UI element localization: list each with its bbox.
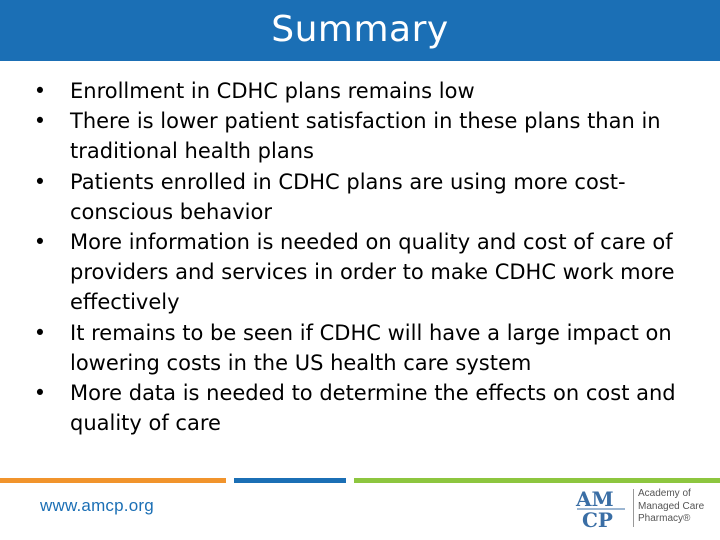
footer-rule-orange: [0, 478, 226, 483]
bullet-icon: •: [33, 109, 47, 134]
bullet-text: Enrollment in CDHC plans remains low: [70, 79, 475, 103]
title-bar: [0, 0, 720, 61]
bullet-list: [30, 76, 690, 438]
bullet-text: It remains to be seen if CDHC will have a large impact on lowering costs in the US health care system: [70, 320, 672, 375]
logo-line: Managed Care: [638, 500, 705, 512]
bullet-item: [30, 167, 690, 227]
logo-letters-bottom: CP: [582, 508, 613, 529]
logo-divider: [633, 489, 634, 527]
bullet-icon: •: [33, 230, 47, 255]
bullet-item: [30, 227, 690, 318]
logo-line: Pharmacy®: [638, 513, 691, 524]
logo-wordmark: [638, 488, 704, 526]
bullet-item: [30, 106, 690, 166]
bullet-text: Patients enrolled in CDHC plans are using more cost-conscious behavior: [70, 169, 626, 224]
bullet-text: There is lower patient satisfaction in these plans than in traditional health plans: [70, 109, 661, 164]
bullet-item: [30, 318, 690, 378]
bullet-text: More information is needed on quality and cost of care of providers and services in order to make CDHC work more effectively: [70, 230, 675, 315]
footer-rule-green: [354, 478, 720, 483]
amcp-logo-mark: [575, 487, 627, 529]
bullet-text: More data is needed to determine the effects on cost and quality of care: [70, 381, 676, 436]
bullet-item: [30, 76, 690, 106]
bullet-icon: •: [33, 169, 47, 194]
footer-rule-blue: [234, 478, 346, 483]
bullet-item: [30, 378, 690, 438]
amcp-logo: [575, 487, 715, 529]
bullet-icon: •: [33, 381, 47, 406]
bullet-icon: •: [33, 320, 47, 345]
logo-line: Academy of: [638, 488, 691, 499]
logo-letters-top: AM: [576, 487, 614, 511]
footer-url: www.amcp.org: [40, 496, 154, 515]
slide-title: Summary: [271, 8, 449, 50]
bullet-icon: •: [33, 79, 47, 103]
